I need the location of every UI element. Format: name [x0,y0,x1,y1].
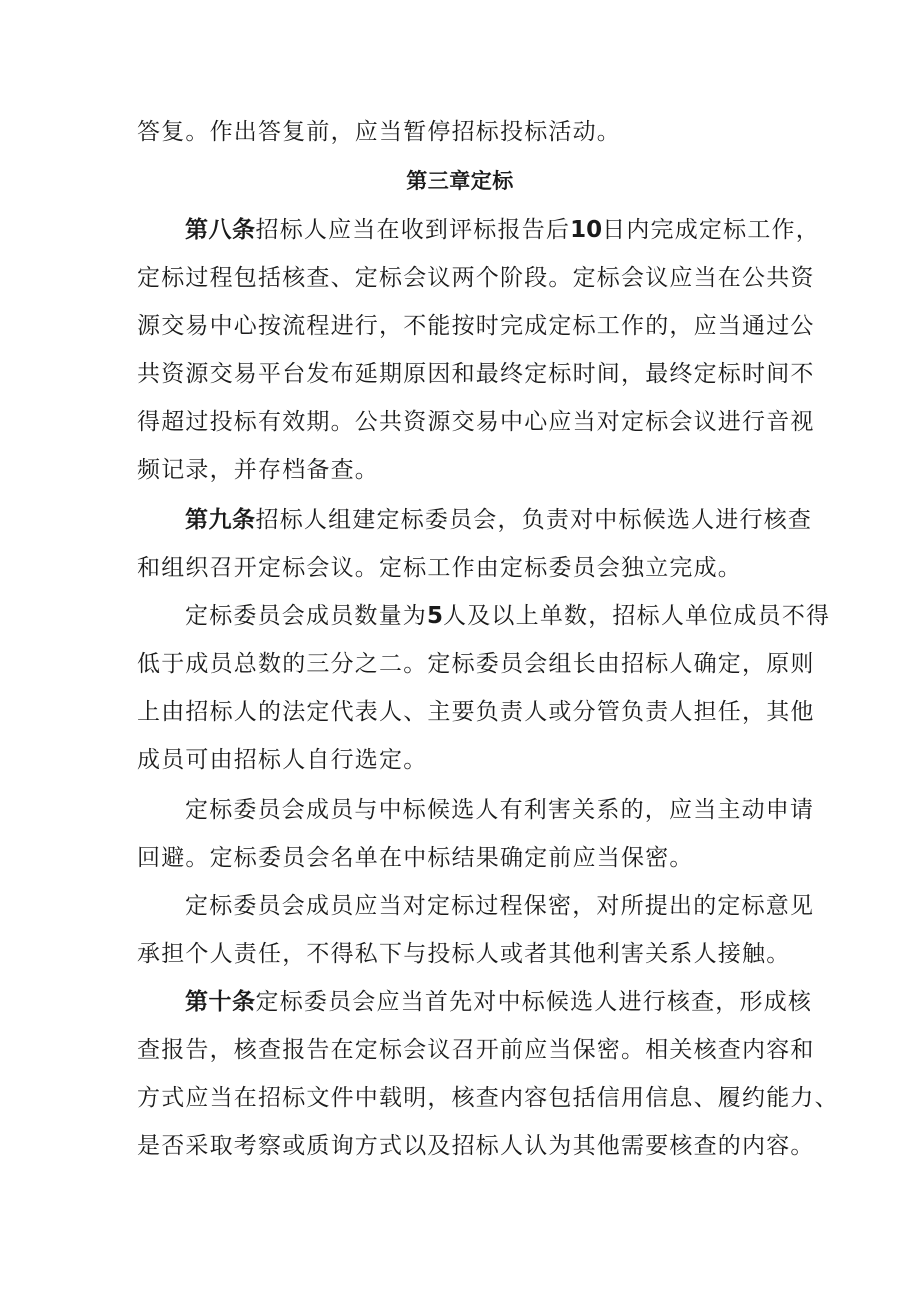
text: 定标委员会应当首先对中标候选人进行核查，形成核 [255,989,813,1015]
text: 定标委员会成员数量为 [185,603,427,629]
article-label: 第八条 [185,217,256,243]
paragraph-line [137,302,815,350]
text: 和组织召开定标会议。定标工作由定标委员会独立完成。 [137,555,742,581]
text: 共资源交易平台发布延期原因和最终定标时间，最终定标时间不 [137,361,815,387]
article-9-line [185,496,812,544]
text: 招标人应当在收到评标报告后 [255,217,571,243]
paragraph-line [185,882,814,930]
text: 回避。定标委员会名单在中标结果确定前应当保密。 [137,845,694,871]
paragraph-line [137,398,815,446]
chapter-title: 第三章定标 [406,169,514,193]
paragraph-line [137,108,621,156]
paragraph-line [137,930,790,978]
article-label: 第九条 [185,507,256,533]
number: 10 [570,217,603,243]
text: 定标过程包括核查、定标会议两个阶段。定标会议应当在公共资 [137,265,815,291]
paragraph-line [137,736,427,784]
paragraph-line [137,834,694,882]
text: 人及以上单数，招标人单位成员不得 [443,603,831,629]
text: 源交易中心按流程进行，不能按时完成定标工作的，应当通过公 [137,313,815,339]
article-10-line [185,978,812,1026]
paragraph-line [137,640,815,688]
paragraph-line [137,688,815,736]
text: 答复。作出答复前，应当暂停招标投标活动。 [137,119,621,145]
paragraph-line [185,592,830,640]
paragraph-line [137,544,742,592]
article-label: 第十条 [185,989,256,1015]
text: 成员可由招标人自行选定。 [137,747,428,773]
text: 招标人组建定标委员会，负责对中标候选人进行核查 [255,507,813,533]
paragraph-line [137,1026,815,1074]
article-8-line [185,206,820,254]
text: 日内完成定标工作， [602,217,820,243]
text: 低于成员总数的三分之二。定标委员会组长由招标人确定，原则 [137,651,815,677]
number: 5 [427,603,444,629]
paragraph-line [137,350,815,398]
text: 定标委员会成员与中标候选人有利害关系的，应当主动申请 [185,797,815,823]
paragraph-line [137,254,815,302]
text: 上由招标人的法定代表人、主要负责人或分管负责人担任，其他 [137,699,815,725]
text: 得超过投标有效期。公共资源交易中心应当对定标会议进行音视 [137,409,815,435]
text: 频记录，并存档备查。 [137,457,379,483]
text: 查报告，核查报告在定标会议召开前应当保密。相关核查内容和 [137,1037,815,1063]
text: 承担个人责任，不得私下与投标人或者其他利害关系人接触。 [137,941,791,967]
paragraph-line [137,1122,815,1170]
paragraph-line [137,446,379,494]
text: 定标委员会成员应当对定标过程保密，对所提出的定标意见 [185,893,815,919]
text: 方式应当在招标文件中载明，核查内容包括信用信息、履约能力、 [137,1085,839,1111]
paragraph-line [185,786,814,834]
paragraph-line [137,1074,839,1122]
text: 是否采取考察或质询方式以及招标人认为其他需要核查的内容。 [137,1133,815,1159]
